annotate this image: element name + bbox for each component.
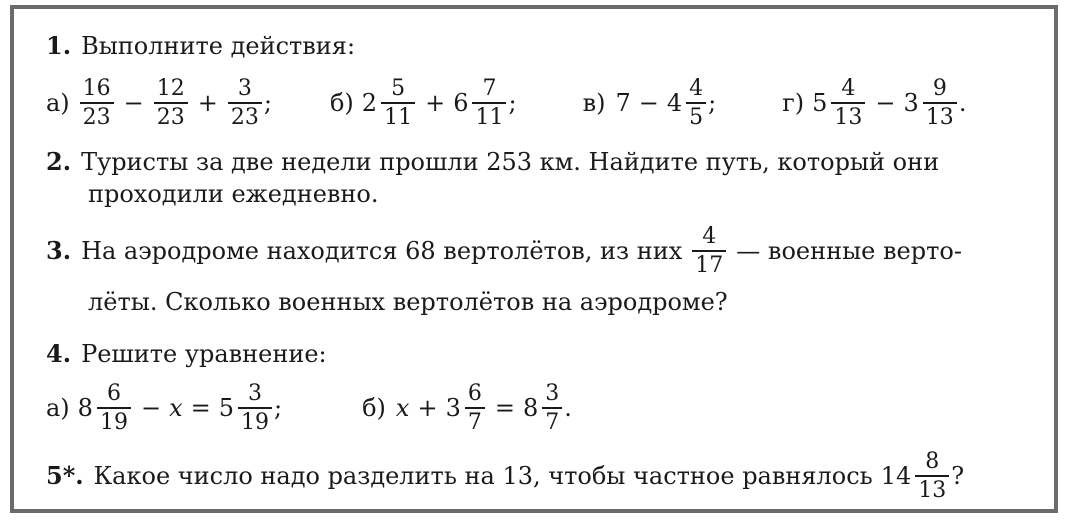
task1-expressions <box>46 73 966 133</box>
task3-text-before: На аэродроме находится 68 вертолётов, из них <box>81 237 683 265</box>
task1-item-v: в) 7 − 4 $\frac{4}{5}$ ; <box>582 75 717 130</box>
mixed-number: 6 $\frac{7}{11}$ <box>453 78 508 129</box>
mixed-number: 4 $\frac{4}{5}$ <box>667 78 708 129</box>
task4-item-a: а) 8 $\frac{6}{19}$ − x = 5 $\frac{3}{19}$ ; <box>46 380 283 435</box>
task2-number: 2. <box>46 147 72 176</box>
fraction: $\frac{16}{23}$ <box>80 78 114 129</box>
task1-g-label: г) <box>782 89 805 117</box>
task2-text-line2: проходили ежедневно. <box>88 180 379 208</box>
fraction: $\frac{3}{23}$ <box>228 78 262 129</box>
task5-text: Какое число надо разделить на 13, чтобы частное равнялось <box>93 462 873 490</box>
mixed-number: 2 $\frac{5}{11}$ <box>362 78 417 129</box>
task3-line1 <box>46 223 962 279</box>
mixed-number: 14 $\frac{8}{13}$ <box>881 451 952 502</box>
worksheet-frame <box>10 5 1058 513</box>
task1-number: 1. <box>46 31 72 60</box>
task1-a-label: а) <box>46 89 70 117</box>
task4-title: Решите уравнение: <box>81 340 327 368</box>
task4-title-line <box>46 339 327 369</box>
task1-item-a: а) $\frac{16}{23}$ − $\frac{12}{23}$ + $\frac{3}{23}$ ; <box>46 75 272 130</box>
mixed-number: 5 $\frac{4}{13}$ <box>812 78 867 129</box>
mixed-number: 3 $\frac{9}{13}$ <box>904 78 959 129</box>
task2-line2 <box>88 179 378 209</box>
task2-text-line1: Туристы за две недели прошли 253 км. Найдите путь, который они <box>81 148 940 176</box>
task4-a-label: а) <box>46 394 70 422</box>
task4-equations <box>46 379 572 437</box>
task1-item-g: г) 5 $\frac{4}{13}$ − 3 $\frac{9}{13}$ . <box>782 75 967 130</box>
task5-line: 5*. Какое число надо разделить на 13, чтобы частное равнялось 14 $\frac{8}{13}$ ? <box>46 448 965 503</box>
task4-item-b: б) x + 3 $\frac{6}{7}$ = 8 $\frac{3}{7}$ . <box>362 380 572 435</box>
task1-title: Выполните действия: <box>81 32 356 60</box>
task4-number: 4. <box>46 339 72 368</box>
task2-line1 <box>46 147 939 177</box>
fraction: $\frac{4}{17}$ <box>692 226 726 277</box>
fraction: $\frac{12}{23}$ <box>154 78 188 129</box>
task1-b-label: б) <box>329 89 354 117</box>
task4-b-label: б) <box>362 394 386 422</box>
task1-item-b: б) 2 $\frac{5}{11}$ + 6 $\frac{7}{11}$ ; <box>329 75 517 130</box>
mixed-number: 8 $\frac{6}{19}$ <box>78 383 133 434</box>
task3-text-line2: лёты. Сколько военных вертолётов на аэродроме? <box>88 288 728 316</box>
mixed-number: 8 $\frac{3}{7}$ <box>523 383 564 434</box>
task3-text-after: — военные верто- <box>736 237 962 265</box>
mixed-number: 5 $\frac{3}{19}$ <box>219 383 274 434</box>
mixed-number: 3 $\frac{6}{7}$ <box>446 383 487 434</box>
task1-title-line <box>46 31 355 61</box>
task5-number: 5*. <box>46 461 84 490</box>
task1-v-label: в) <box>582 89 606 117</box>
task3-number: 3. <box>46 236 72 265</box>
task3-line2 <box>88 287 728 317</box>
